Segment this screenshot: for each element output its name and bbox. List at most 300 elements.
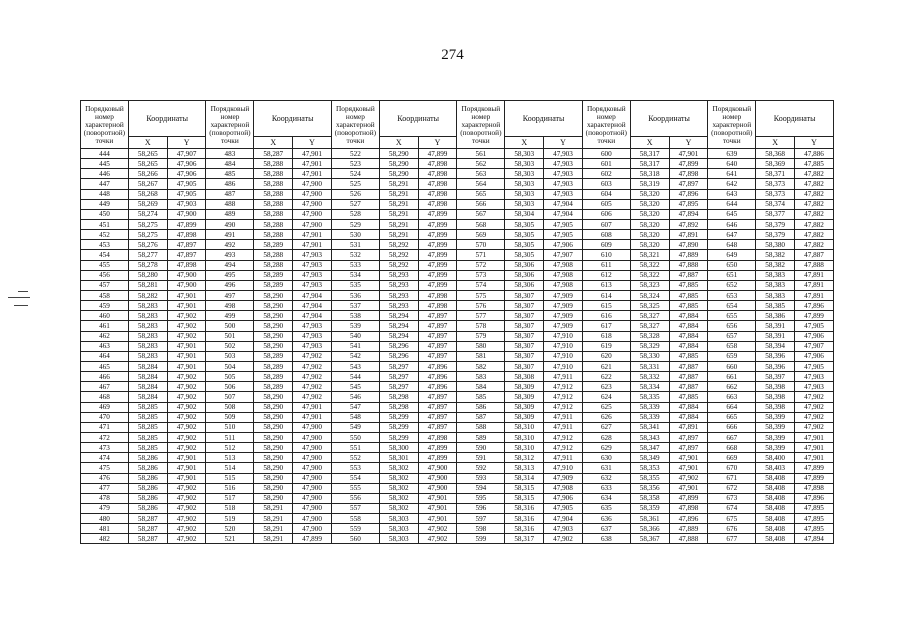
point-number-cell: 562: [457, 159, 505, 169]
x-coordinate-cell: 58,290: [254, 331, 293, 341]
point-number-cell: 540: [331, 331, 379, 341]
x-coordinate-cell: 58,306: [505, 280, 544, 290]
y-coordinate-cell: 47,911: [544, 412, 583, 422]
x-coordinate-cell: 58,267: [128, 179, 167, 189]
y-coordinate-cell: 47,898: [669, 169, 708, 179]
header-point-number: Порядковый номер характерной (поворотной) точки: [206, 101, 254, 149]
point-number-cell: 677: [708, 534, 756, 544]
x-coordinate-cell: 58,292: [379, 240, 418, 250]
table-row: [81, 290, 834, 300]
x-coordinate-cell: 58,298: [379, 392, 418, 402]
x-coordinate-cell: 58,289: [254, 270, 293, 280]
y-coordinate-cell: 47,882: [795, 179, 834, 189]
point-number-cell: 481: [81, 524, 129, 534]
point-number-cell: 499: [206, 311, 254, 321]
x-coordinate-cell: 58,291: [379, 219, 418, 229]
y-coordinate-cell: 47,902: [167, 443, 206, 453]
page-number: 274: [441, 47, 464, 63]
point-number-cell: 605: [582, 199, 630, 209]
y-coordinate-cell: 47,908: [544, 270, 583, 280]
point-number-cell: 460: [81, 311, 129, 321]
y-coordinate-cell: 47,912: [544, 402, 583, 412]
x-coordinate-cell: 58,316: [505, 524, 544, 534]
x-coordinate-cell: 58,286: [128, 503, 167, 513]
point-number-cell: 527: [331, 199, 379, 209]
point-number-cell: 457: [81, 280, 129, 290]
point-number-cell: 467: [81, 382, 129, 392]
point-number-cell: 607: [582, 219, 630, 229]
point-number-cell: 470: [81, 412, 129, 422]
y-coordinate-cell: 47,887: [669, 270, 708, 280]
point-number-cell: 592: [457, 463, 505, 473]
y-coordinate-cell: 47,900: [293, 473, 332, 483]
x-coordinate-cell: 58,310: [505, 422, 544, 432]
point-number-cell: 553: [331, 463, 379, 473]
point-number-cell: 496: [206, 280, 254, 290]
point-number-cell: 554: [331, 473, 379, 483]
y-coordinate-cell: 47,902: [795, 422, 834, 432]
x-coordinate-cell: 58,291: [379, 199, 418, 209]
y-coordinate-cell: 47,912: [544, 432, 583, 442]
point-number-cell: 485: [206, 169, 254, 179]
table-row: [81, 260, 834, 270]
x-coordinate-cell: 58,305: [505, 230, 544, 240]
point-number-cell: 459: [81, 301, 129, 311]
point-number-cell: 445: [81, 159, 129, 169]
point-number-cell: 594: [457, 483, 505, 493]
y-coordinate-cell: 47,905: [544, 230, 583, 240]
x-coordinate-cell: 58,328: [630, 331, 669, 341]
point-number-cell: 641: [708, 169, 756, 179]
y-coordinate-cell: 47,888: [669, 534, 708, 544]
y-coordinate-cell: 47,911: [544, 372, 583, 382]
x-coordinate-cell: 58,396: [756, 361, 795, 371]
y-coordinate-cell: 47,903: [544, 189, 583, 199]
point-number-cell: 520: [206, 524, 254, 534]
x-coordinate-cell: 58,327: [630, 321, 669, 331]
point-number-cell: 674: [708, 503, 756, 513]
point-number-cell: 609: [582, 240, 630, 250]
point-number-cell: 573: [457, 270, 505, 280]
y-coordinate-cell: 47,897: [418, 422, 457, 432]
x-coordinate-cell: 58,303: [379, 534, 418, 544]
x-coordinate-cell: 58,358: [630, 493, 669, 503]
y-coordinate-cell: 47,901: [293, 240, 332, 250]
x-coordinate-cell: 58,320: [630, 240, 669, 250]
x-coordinate-cell: 58,293: [379, 270, 418, 280]
y-coordinate-cell: 47,902: [544, 534, 583, 544]
x-coordinate-cell: 58,314: [505, 473, 544, 483]
y-coordinate-cell: 47,899: [418, 219, 457, 229]
x-coordinate-cell: 58,286: [128, 473, 167, 483]
y-coordinate-cell: 47,891: [669, 422, 708, 432]
x-coordinate-cell: 58,291: [254, 534, 293, 544]
x-coordinate-cell: 58,369: [756, 159, 795, 169]
y-coordinate-cell: 47,900: [293, 493, 332, 503]
x-coordinate-cell: 58,285: [128, 443, 167, 453]
point-number-cell: 511: [206, 432, 254, 442]
point-number-cell: 453: [81, 240, 129, 250]
point-number-cell: 557: [331, 503, 379, 513]
y-coordinate-cell: 47,887: [669, 382, 708, 392]
x-coordinate-cell: 58,290: [254, 453, 293, 463]
y-coordinate-cell: 47,901: [795, 453, 834, 463]
table-row: [81, 392, 834, 402]
y-coordinate-cell: 47,899: [418, 443, 457, 453]
x-coordinate-cell: 58,288: [254, 179, 293, 189]
x-coordinate-cell: 58,379: [756, 219, 795, 229]
y-coordinate-cell: 47,902: [167, 321, 206, 331]
point-number-cell: 487: [206, 189, 254, 199]
point-number-cell: 618: [582, 331, 630, 341]
x-coordinate-cell: 58,303: [505, 169, 544, 179]
x-coordinate-cell: 58,303: [505, 189, 544, 199]
point-number-cell: 651: [708, 270, 756, 280]
x-coordinate-cell: 58,288: [254, 159, 293, 169]
y-coordinate-cell: 47,900: [293, 219, 332, 229]
x-coordinate-cell: 58,288: [254, 209, 293, 219]
x-coordinate-cell: 58,398: [756, 402, 795, 412]
y-coordinate-cell: 47,895: [795, 524, 834, 534]
y-coordinate-cell: 47,884: [669, 321, 708, 331]
point-number-cell: 521: [206, 534, 254, 544]
table-row: [81, 199, 834, 209]
point-number-cell: 504: [206, 361, 254, 371]
x-coordinate-cell: 58,293: [379, 280, 418, 290]
y-coordinate-cell: 47,897: [167, 240, 206, 250]
y-coordinate-cell: 47,903: [167, 199, 206, 209]
x-coordinate-cell: 58,290: [379, 159, 418, 169]
y-coordinate-cell: 47,905: [167, 189, 206, 199]
y-coordinate-cell: 47,895: [669, 199, 708, 209]
x-coordinate-cell: 58,335: [630, 392, 669, 402]
x-coordinate-cell: 58,289: [254, 351, 293, 361]
point-number-cell: 565: [457, 189, 505, 199]
x-coordinate-cell: 58,276: [128, 240, 167, 250]
y-coordinate-cell: 47,897: [418, 412, 457, 422]
y-coordinate-cell: 47,886: [795, 149, 834, 159]
y-coordinate-cell: 47,896: [418, 372, 457, 382]
x-coordinate-cell: 58,317: [630, 159, 669, 169]
x-coordinate-cell: 58,287: [128, 534, 167, 544]
x-coordinate-cell: 58,382: [756, 260, 795, 270]
y-coordinate-cell: 47,891: [669, 230, 708, 240]
x-coordinate-cell: 58,265: [128, 149, 167, 159]
table-row: [81, 382, 834, 392]
point-number-cell: 486: [206, 179, 254, 189]
header-x: X: [254, 137, 293, 149]
point-number-cell: 627: [582, 422, 630, 432]
x-coordinate-cell: 58,294: [379, 331, 418, 341]
y-coordinate-cell: 47,902: [795, 412, 834, 422]
point-number-cell: 613: [582, 280, 630, 290]
point-number-cell: 492: [206, 240, 254, 250]
header-y: Y: [418, 137, 457, 149]
x-coordinate-cell: 58,293: [379, 290, 418, 300]
point-number-cell: 650: [708, 260, 756, 270]
y-coordinate-cell: 47,902: [795, 392, 834, 402]
x-coordinate-cell: 58,284: [128, 382, 167, 392]
table-row: [81, 524, 834, 534]
point-number-cell: 615: [582, 301, 630, 311]
y-coordinate-cell: 47,901: [167, 301, 206, 311]
point-number-cell: 577: [457, 311, 505, 321]
header-y: Y: [293, 137, 332, 149]
y-coordinate-cell: 47,902: [293, 382, 332, 392]
point-number-cell: 498: [206, 301, 254, 311]
x-coordinate-cell: 58,303: [505, 149, 544, 159]
point-number-cell: 590: [457, 443, 505, 453]
x-coordinate-cell: 58,331: [630, 361, 669, 371]
point-number-cell: 545: [331, 382, 379, 392]
point-number-cell: 482: [81, 534, 129, 544]
y-coordinate-cell: 47,900: [293, 524, 332, 534]
x-coordinate-cell: 58,307: [505, 301, 544, 311]
x-coordinate-cell: 58,341: [630, 422, 669, 432]
point-number-cell: 488: [206, 199, 254, 209]
point-number-cell: 623: [582, 382, 630, 392]
x-coordinate-cell: 58,298: [379, 402, 418, 412]
x-coordinate-cell: 58,299: [379, 432, 418, 442]
point-number-cell: 657: [708, 331, 756, 341]
x-coordinate-cell: 58,359: [630, 503, 669, 513]
point-number-cell: 476: [81, 473, 129, 483]
y-coordinate-cell: 47,894: [669, 209, 708, 219]
x-coordinate-cell: 58,288: [254, 230, 293, 240]
x-coordinate-cell: 58,275: [128, 230, 167, 240]
x-coordinate-cell: 58,322: [630, 260, 669, 270]
y-coordinate-cell: 47,900: [293, 422, 332, 432]
point-number-cell: 608: [582, 230, 630, 240]
point-number-cell: 591: [457, 453, 505, 463]
point-number-cell: 539: [331, 321, 379, 331]
header-coordinates: Координаты: [128, 101, 206, 137]
x-coordinate-cell: 58,266: [128, 169, 167, 179]
point-number-cell: 447: [81, 179, 129, 189]
x-coordinate-cell: 58,334: [630, 382, 669, 392]
point-number-cell: 461: [81, 321, 129, 331]
table-row: [81, 230, 834, 240]
x-coordinate-cell: 58,315: [505, 483, 544, 493]
x-coordinate-cell: 58,330: [630, 351, 669, 361]
y-coordinate-cell: 47,905: [167, 179, 206, 189]
point-number-cell: 625: [582, 402, 630, 412]
header-point-number: Порядковый номер характерной (поворотной) точки: [708, 101, 756, 149]
table-row: [81, 493, 834, 503]
y-coordinate-cell: 47,899: [669, 159, 708, 169]
point-number-cell: 669: [708, 453, 756, 463]
point-number-cell: 547: [331, 402, 379, 412]
y-coordinate-cell: 47,897: [418, 321, 457, 331]
point-number-cell: 612: [582, 270, 630, 280]
point-number-cell: 571: [457, 250, 505, 260]
x-coordinate-cell: 58,318: [630, 169, 669, 179]
x-coordinate-cell: 58,366: [630, 524, 669, 534]
point-number-cell: 512: [206, 443, 254, 453]
y-coordinate-cell: 47,882: [795, 209, 834, 219]
x-coordinate-cell: 58,291: [379, 179, 418, 189]
y-coordinate-cell: 47,902: [167, 432, 206, 442]
y-coordinate-cell: 47,910: [544, 361, 583, 371]
y-coordinate-cell: 47,905: [795, 321, 834, 331]
x-coordinate-cell: 58,288: [254, 219, 293, 229]
y-coordinate-cell: 47,903: [293, 331, 332, 341]
x-coordinate-cell: 58,285: [128, 402, 167, 412]
x-coordinate-cell: 58,294: [379, 321, 418, 331]
y-coordinate-cell: 47,900: [293, 443, 332, 453]
x-coordinate-cell: 58,309: [505, 382, 544, 392]
table-row: [81, 250, 834, 260]
y-coordinate-cell: 47,902: [418, 524, 457, 534]
x-coordinate-cell: 58,307: [505, 331, 544, 341]
x-coordinate-cell: 58,285: [128, 432, 167, 442]
y-coordinate-cell: 47,896: [795, 301, 834, 311]
y-coordinate-cell: 47,894: [795, 534, 834, 544]
x-coordinate-cell: 58,316: [505, 514, 544, 524]
point-number-cell: 471: [81, 422, 129, 432]
table-row: [81, 270, 834, 280]
point-number-cell: 505: [206, 372, 254, 382]
point-number-cell: 448: [81, 189, 129, 199]
point-number-cell: 513: [206, 453, 254, 463]
x-coordinate-cell: 58,306: [505, 260, 544, 270]
y-coordinate-cell: 47,902: [167, 392, 206, 402]
point-number-cell: 462: [81, 331, 129, 341]
point-number-cell: 629: [582, 443, 630, 453]
header-x: X: [630, 137, 669, 149]
y-coordinate-cell: 47,897: [418, 311, 457, 321]
point-number-cell: 556: [331, 493, 379, 503]
x-coordinate-cell: 58,305: [505, 240, 544, 250]
x-coordinate-cell: 58,285: [128, 412, 167, 422]
x-coordinate-cell: 58,294: [379, 311, 418, 321]
point-number-cell: 536: [331, 290, 379, 300]
margin-scan-mark: [14, 305, 28, 306]
y-coordinate-cell: 47,903: [544, 524, 583, 534]
point-number-cell: 501: [206, 331, 254, 341]
y-coordinate-cell: 47,902: [167, 503, 206, 513]
x-coordinate-cell: 58,355: [630, 473, 669, 483]
x-coordinate-cell: 58,290: [379, 149, 418, 159]
y-coordinate-cell: 47,901: [167, 361, 206, 371]
y-coordinate-cell: 47,909: [544, 473, 583, 483]
point-number-cell: 561: [457, 149, 505, 159]
point-number-cell: 444: [81, 149, 129, 159]
point-number-cell: 526: [331, 189, 379, 199]
point-number-cell: 643: [708, 189, 756, 199]
margin-scan-mark: [8, 297, 30, 298]
point-number-cell: 555: [331, 483, 379, 493]
header-x: X: [756, 137, 795, 149]
point-number-cell: 464: [81, 351, 129, 361]
x-coordinate-cell: 58,398: [756, 382, 795, 392]
y-coordinate-cell: 47,896: [418, 361, 457, 371]
y-coordinate-cell: 47,897: [669, 432, 708, 442]
x-coordinate-cell: 58,284: [128, 361, 167, 371]
x-coordinate-cell: 58,300: [379, 443, 418, 453]
point-number-cell: 541: [331, 341, 379, 351]
y-coordinate-cell: 47,884: [669, 311, 708, 321]
x-coordinate-cell: 58,327: [630, 311, 669, 321]
x-coordinate-cell: 58,287: [128, 524, 167, 534]
x-coordinate-cell: 58,291: [379, 209, 418, 219]
table-row: [81, 341, 834, 351]
y-coordinate-cell: 47,902: [669, 473, 708, 483]
table-row: [81, 301, 834, 311]
x-coordinate-cell: 58,371: [756, 169, 795, 179]
x-coordinate-cell: 58,383: [756, 270, 795, 280]
y-coordinate-cell: 47,901: [167, 341, 206, 351]
x-coordinate-cell: 58,288: [254, 250, 293, 260]
x-coordinate-cell: 58,269: [128, 199, 167, 209]
y-coordinate-cell: 47,901: [795, 432, 834, 442]
y-coordinate-cell: 47,888: [795, 260, 834, 270]
x-coordinate-cell: 58,283: [128, 321, 167, 331]
point-number-cell: 472: [81, 432, 129, 442]
y-coordinate-cell: 47,902: [167, 311, 206, 321]
x-coordinate-cell: 58,408: [756, 483, 795, 493]
x-coordinate-cell: 58,303: [505, 179, 544, 189]
point-number-cell: 579: [457, 331, 505, 341]
x-coordinate-cell: 58,382: [756, 250, 795, 260]
y-coordinate-cell: 47,902: [167, 524, 206, 534]
y-coordinate-cell: 47,901: [293, 412, 332, 422]
point-number-cell: 517: [206, 493, 254, 503]
x-coordinate-cell: 58,302: [379, 503, 418, 513]
point-number-cell: 654: [708, 301, 756, 311]
table-row: [81, 514, 834, 524]
x-coordinate-cell: 58,324: [630, 290, 669, 300]
point-number-cell: 632: [582, 473, 630, 483]
point-number-cell: 624: [582, 392, 630, 402]
y-coordinate-cell: 47,884: [669, 341, 708, 351]
y-coordinate-cell: 47,903: [293, 280, 332, 290]
table-row: [81, 219, 834, 229]
point-number-cell: 558: [331, 514, 379, 524]
x-coordinate-cell: 58,308: [505, 372, 544, 382]
point-number-cell: 546: [331, 392, 379, 402]
point-number-cell: 601: [582, 159, 630, 169]
point-number-cell: 655: [708, 311, 756, 321]
point-number-cell: 637: [582, 524, 630, 534]
point-number-cell: 491: [206, 230, 254, 240]
x-coordinate-cell: 58,303: [505, 159, 544, 169]
y-coordinate-cell: 47,901: [167, 351, 206, 361]
x-coordinate-cell: 58,373: [756, 179, 795, 189]
point-number-cell: 567: [457, 209, 505, 219]
header-point-number: Порядковый номер характерной (поворотной) точки: [81, 101, 129, 149]
point-number-cell: 529: [331, 219, 379, 229]
x-coordinate-cell: 58,277: [128, 250, 167, 260]
y-coordinate-cell: 47,884: [669, 331, 708, 341]
x-coordinate-cell: 58,353: [630, 463, 669, 473]
table-row: [81, 189, 834, 199]
point-number-cell: 458: [81, 290, 129, 300]
point-number-cell: 602: [582, 169, 630, 179]
x-coordinate-cell: 58,307: [505, 341, 544, 351]
point-number-cell: 523: [331, 159, 379, 169]
point-number-cell: 658: [708, 341, 756, 351]
y-coordinate-cell: 47,900: [293, 463, 332, 473]
point-number-cell: 477: [81, 483, 129, 493]
y-coordinate-cell: 47,900: [167, 280, 206, 290]
point-number-cell: 543: [331, 361, 379, 371]
point-number-cell: 659: [708, 351, 756, 361]
y-coordinate-cell: 47,904: [293, 311, 332, 321]
y-coordinate-cell: 47,898: [795, 483, 834, 493]
table-row: [81, 534, 834, 544]
table-row: [81, 483, 834, 493]
